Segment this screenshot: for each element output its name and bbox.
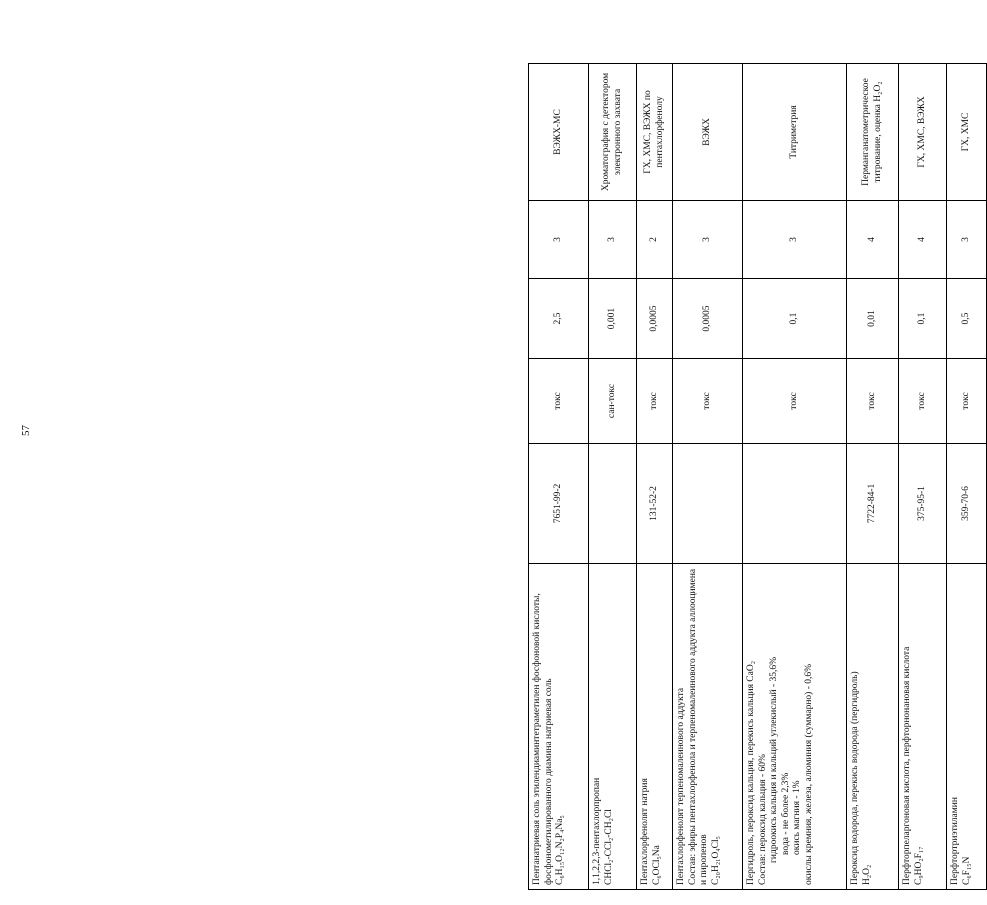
page-number: 57 [20,425,32,436]
hazard-indicator: токс [529,359,589,444]
table-row [589,64,637,890]
analysis-method: ГХ, ХМС, ВЭЖХ [899,64,947,201]
mac-value: 0,0005 [637,279,673,359]
substance-name: Перфтортриэтиламин C₆F₁₅N [947,564,987,890]
cas-number: 7651-99-2 [529,444,589,564]
hazard-indicator: токс [743,359,847,444]
substance-table [528,63,987,890]
table-row [637,64,673,890]
analysis-method: Хроматография с детектором электронного захвата [589,64,637,201]
rotated-page-content [528,64,978,890]
hazard-class: 3 [673,201,743,279]
analysis-method: Титриметрия [743,64,847,201]
cas-number: 7722-84-1 [847,444,899,564]
analysis-method: Перманганатометрическое титрование, оценка H₂O₂ [847,64,899,201]
hazard-class: 3 [947,201,987,279]
substance-name: Пергидроль, пероксид кальция, перекись кальция CaO₂ Состав: пероксид кальция - 60% гидроокись кальция и кальций углекислый - 35,6% вода - не более 2,3% окись магния - 1% окислы кремния, железа, алюминия (суммарно) - 0,6% [743,564,847,890]
mac-value: 2,5 [529,279,589,359]
cas-number: 131-52-2 [637,444,673,564]
analysis-method: ГХ, ХМС [947,64,987,201]
hazard-indicator: токс [847,359,899,444]
mac-value: 0,0005 [673,279,743,359]
substance-name: Пентахлорфенолят терпеномалеинового аддукта Состав: эфиры пентахлорфенола и терпеномалеинового аддукта аллооцимена и пиропенов C₂₀H₂₁O₄Cl₅ [673,564,743,890]
table-row [673,64,743,890]
table-row [899,64,947,890]
hazard-indicator: токс [637,359,673,444]
mac-value: 0,001 [589,279,637,359]
mac-value: 0,01 [847,279,899,359]
substance-name: Пентанатриевая соль этилендиаминтетраметилен фосфоновой кислоты, фосфонометилированного диамина натриевая соль C₆H₁₅O₁₂N₂P₄Na₅ [529,564,589,890]
hazard-indicator: сан-токс [589,359,637,444]
mac-value: 0,5 [947,279,987,359]
table-row [743,64,847,890]
hazard-class: 4 [899,201,947,279]
hazard-indicator: токс [673,359,743,444]
hazard-class: 3 [589,201,637,279]
table-row [947,64,987,890]
hazard-class: 4 [847,201,899,279]
analysis-method: ВЭЖХ-МС [529,64,589,201]
substance-name: Пероксид водорода, перекись водорода (пергидроль) H₂O₂ [847,564,899,890]
substance-name: 1,1,2,2,3-пентахлорпропан CHCl₂-CCl₂-CH₂Cl [589,564,637,890]
cas-number [673,444,743,564]
hazard-indicator: токс [947,359,987,444]
cas-number [743,444,847,564]
mac-value: 0,1 [899,279,947,359]
hazard-class: 3 [743,201,847,279]
table-row [529,64,589,890]
hazard-class: 2 [637,201,673,279]
cas-number [589,444,637,564]
substance-name: Перфторпеларгоновая кислота, перфторнонановая кислота C₉HO₂F₁₇ [899,564,947,890]
substance-name: Пентахлорфенолят натрия C₆OCl₅Na [637,564,673,890]
cas-number: 359-70-6 [947,444,987,564]
cas-number: 375-95-1 [899,444,947,564]
hazard-class: 3 [529,201,589,279]
analysis-method: ВЭЖХ [673,64,743,201]
analysis-method: ГХ, ХМС, ВЭЖХ по пентахлорфенолу [637,64,673,201]
mac-value: 0,1 [743,279,847,359]
hazard-indicator: токс [899,359,947,444]
table-row [847,64,899,890]
